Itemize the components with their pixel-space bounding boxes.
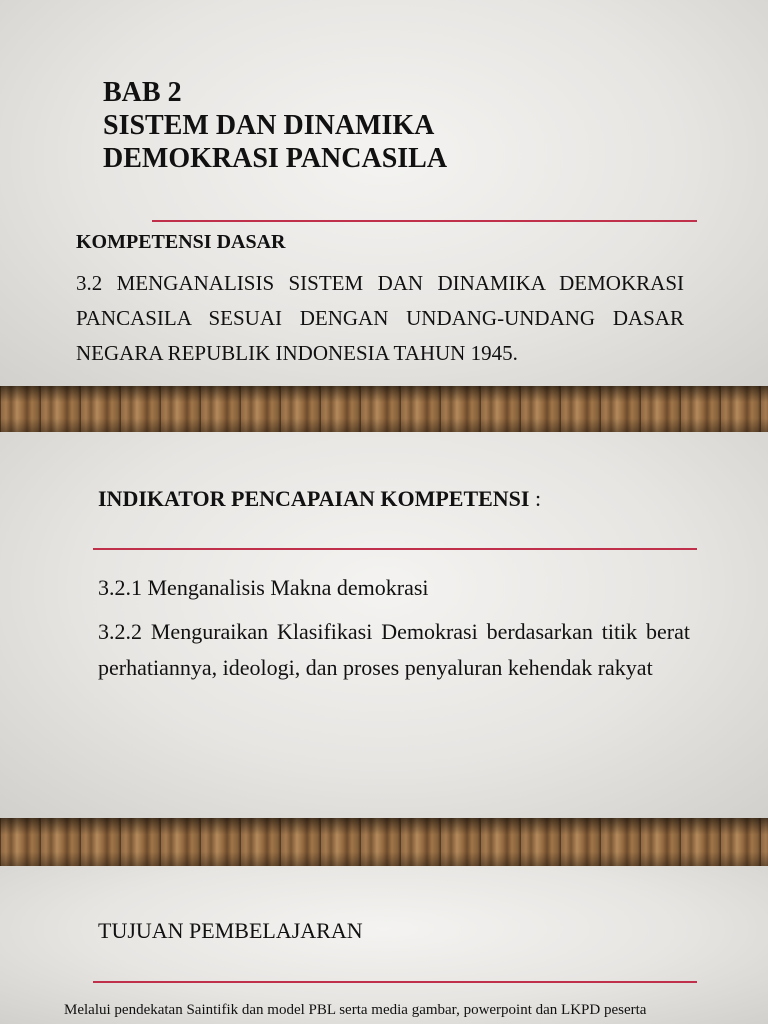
- kompetensi-dasar-heading: KOMPETENSI DASAR: [76, 231, 286, 253]
- wood-floor-divider-2: [0, 818, 768, 866]
- tujuan-heading: TUJUAN PEMBELAJARAN: [98, 918, 363, 943]
- indikator-item-2: 3.2.2 Menguraikan Klasifikasi Demokrasi berdasarkan titik berat perhatiannya, ideologi, dan proses penyaluran kehendak rakyat: [98, 619, 690, 680]
- indikator-heading-colon: :: [529, 486, 542, 511]
- slide-1: [0, 0, 768, 390]
- slide-1-divider: [152, 220, 697, 222]
- title-line-1: BAB 2: [103, 77, 182, 108]
- wood-floor-divider-1: [0, 386, 768, 432]
- title-line-3: DEMOKRASI PANCASILA: [103, 143, 448, 174]
- slide-2-divider: [93, 548, 697, 550]
- slide-1-title: [103, 76, 447, 175]
- tujuan-body: Melalui pendekatan Saintifik dan model PBL serta media gambar, powerpoint dan LKPD peserta: [64, 1002, 647, 1018]
- slide-3-divider: [93, 981, 697, 983]
- slide-2: [0, 432, 768, 820]
- slide-3: [0, 866, 768, 1024]
- indikator-heading-text: INDIKATOR PENCAPAIAN KOMPETENSI: [98, 486, 530, 511]
- kompetensi-dasar-body: 3.2 MENGANALISIS SISTEM DAN DINAMIKA DEMOKRASI PANCASILA SESUAI DENGAN UNDANG-UNDANG DASAR NEGARA REPUBLIK INDONESIA TAHUN 1945.: [76, 271, 684, 365]
- indikator-item-1: 3.2.1 Menganalisis Makna demokrasi: [98, 575, 429, 600]
- title-line-2: SISTEM DAN DINAMIKA: [103, 110, 435, 141]
- indikator-heading: [98, 486, 541, 512]
